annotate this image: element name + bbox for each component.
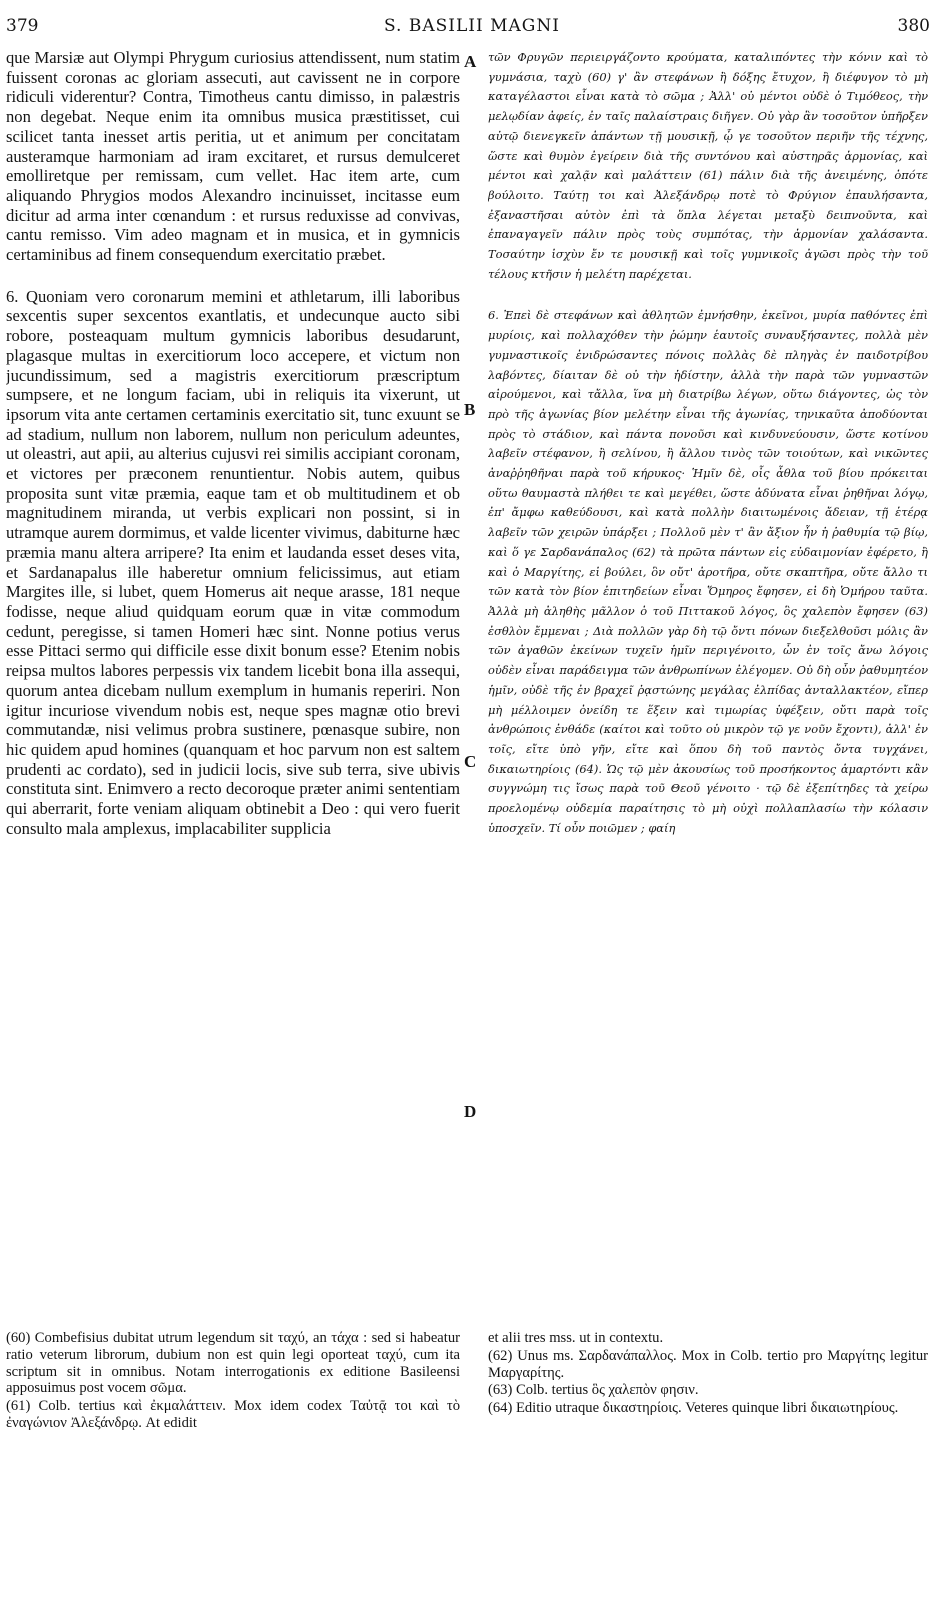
greek-paragraph-1: τῶν Φρυγῶν περιειργάζοντο κρούματα, καταλιπόντες τὴν κόνιν καὶ τὸ γυμνάσια, ταχὺ (60) γ' ἂν στεφάνων ἢ δόξης ἔτυχον, ἢ διέφυγον τὸ μὴ καταγέλαστοι εἶναι κατὰ τὸ σῶμα ; Ἀλλ' οὐ μέντοι οὐδὲ ὁ Τιμόθεος, τὴν μελῳδίαν ἀφείς, ἐν ταῖς παλαίστραις διῆγεν. Οὐ γὰρ ἂν τοσοῦτον ὑπῆρξεν αὐτῷ διενεγκεῖν ἁπάντων τῇ μουσικῇ, ᾧ γε τοσοῦτον περιῆν τῆς τέχνης, ὥστε καὶ θυμὸν ἐγείρειν διὰ τῆς συντόνου καὶ αὐστηρᾶς ἁρμονίας, καὶ μέντοι καὶ χαλᾷν καὶ μαλάττειν (61) πάλιν διὰ τῆς ἀνειμένης, ὁπότε βούλοιτο. Ταύτῃ τοι καὶ Ἀλεξάνδρῳ ποτὲ τὸ Φρύγιον ἐπαυλήσαντα, ἐξαναστῆσαι αὐτὸν ἐπὶ τὰ ὅπλα λέγεται μεταξὺ δειπνοῦντα, καὶ ἐπαναγαγεῖν πάλιν πρὸς τοὺς συμπότας, τὴν ἁρμονίαν χαλάσαντα. Τοσαύτην ἰσχὺν ἔν τε μουσικῇ καὶ τοῖς γυμνικοῖς ἀγῶσι πρὸς τὴν τοῦ τέλους κτῆσιν ἡ μελέτη παρέχεται. [488, 50, 928, 281]
footnote-62: (62) Unus ms. Σαρδανάπαλλος. Mox in Colb. tertio pro Μαργίτης legitur Μαργαρίτης. [488, 1347, 928, 1381]
latin-paragraph-1: que Marsiæ aut Olympi Phrygum curiosius attendissent, num statim fuissent coronas ac gloriam assecuti, aut cavissent ne in corpore ridiculi viderentur? Contra, Timotheus cantu dimisso, in palæstris non degebat. Neque enim ita omnibus musica præstitisset, cui scilicet tanta inesset artis peritia, ut et animum per concitatam austeramque harmoniam ad iram excitaret, et rursus demulceret emolliretque per remissam, cum vellet. Hac item arte, cum aliquando Phrygios modos Alexandro incinuisset, incitasse eum dicitur ad arma inter cœnandum : et rursus reduxisse ad convivas, cantu remisso. Vim adeo magnam et in musica, et in gymnicis certaminibus ad finem consequendum exercitatio præbet. [6, 48, 460, 265]
page-number-left: 379 [6, 16, 39, 36]
margin-letter-a: A [464, 52, 477, 71]
footnotes-right [488, 1330, 928, 1418]
footnote-61-continued: et alii tres mss. ut in contextu. [488, 1330, 664, 1346]
running-title: S. BASILII MAGNI [384, 16, 560, 36]
footnote-64: (64) Editio utraque δικαστηρίοις. Veteres quinque libri δικαιωτηρίους. [488, 1400, 899, 1417]
margin-letter-c: C [464, 752, 477, 771]
greek-column [488, 48, 928, 1310]
footnote-60: (60) Combefisius dubitat utrum legendum sit ταχύ, an τάχα : sed si habeatur ratio veterum librorum, dubium non est quin legi oporteat ταχύ, cum ita scriptum sit in omnibus. Notam interrogationis ex editione Basileensi apposuimus post vocem σῶμα. [6, 1330, 460, 1397]
margin-letter-b: B [464, 400, 476, 419]
latin-paragraph-2: 6. Quoniam vero coronarum memini et athletarum, illi laboribus sexcentis super sexcentos exantlatis, et undecunque aucto sibi robore, posteaquam multum gymnicis laboribus desudarunt, plagasque multas in exercitiorum loco accepere, et victum non jucundissimum, sed a magistris exercitiorum præscriptum sumpsere, et ne longum faciam, ubi in reliquis ita vixerunt, ut ipsorum vita ante certamen certaminis exercitatio sit, tunc exuunt se ad stadium, nullum non laborem, nullum non periculum adeuntes, ut oleastri, aut apii, au alterius cujusvi rei similis accipiant coronam, et victores per præconem renuntientur. Nobis autem, quibus proposita sunt vitæ præmia, eaque tam et ob multitudinem et ob magnitudinem miranda, ut verbis explicari non possint, si in utramque aurem dormimus, et valde licenter vivimus, dabiturne hæc præmia manu altera arripere? Ita enim et laudanda esset deses vita, et Sardanapalus ille haberetur omnium felicissimus, aut etiam Margites ille, si lubet, quem Homerus ait neque arasse, 181 neque fodisse, neque aliud quidquam eorum quæ in vitæ commodum cedunt, peregisse, si tamen Homeri hæc sint. Nonne potius verus esse Pittaci sermo qui difficile esse dixit bonum esse? Etenim nobis reipsa multos labores perpessis vix tandem licebit bona illa assequi, quorum antea dicebam nullum exemplum in humanis reperiri. Non igitur incuriose vivendum nobis est, neque spes magnæ otio brevi commutandæ, nisi velimus probra sustinere, pœnasque subire, non hic quidem apud homines (quanquam et hoc parvum non est saltem prudenti ac cordato), sed in judicii locis, sive sub terra, sive ubivis constituta sint. Enimvero a recto decoroque præter animi sententiam qui aberrarit, forte veniam aliquam obtinebit a Deo : qui vero fuerit consulto mala amplexus, implacabiliter supplicia [6, 286, 460, 838]
footnote-63: (63) Colb. tertius ὃς χαλεπὸν φησιν. [488, 1382, 699, 1399]
footnotes-left [6, 1330, 460, 1433]
greek-paragraph-2: 6. Ἐπεὶ δὲ στεφάνων καὶ ἀθλητῶν ἐμνήσθην, ἐκεῖνοι, μυρία παθόντες ἐπὶ μυρίοις, καὶ πολλαχόθεν τὴν ῥώμην ἑαυτοῖς συναυξήσαντες, πολλὰ μὲν γυμναστικοῖς ἐνιδρώσαντες πόνοις πολλὰς δὲ πληγὰς ἐν παιδοτρίβου λαβόντες, δίαιταν δὲ οὐ τὴν ἡδίστην, ἀλλὰ τὴν παρὰ τῶν γυμναστῶν αἱρούμενοι, καὶ τἄλλα, ἵνα μὴ διατρίβω λέγων, οὕτω διάγοντες, ὡς τὸν πρὸ τῆς ἀγωνίας βίον μελέτην εἶναι τῆς ἀγωνίας, τηνικαῦτα ἀποδύονται πρὸς τὸ στάδιον, καὶ πάντα πονοῦσι καὶ κινδυνεύουσιν, ὥστε κοτίνου λαβεῖν στέφανον, ἢ σελίνου, ἢ ἄλλου τινὸς τῶν τοιούτων, καὶ νικῶντες ἀναῤῥηθῆναι παρὰ τοῦ κήρυκος· Ἡμῖν δὲ, οἷς ἆθλα τοῦ βίου πρόκειται οὕτω θαυμαστὰ πλήθει τε καὶ μεγέθει, ὥστε ἀδύνατα εἶναι ῥηθῆναι λόγῳ, ἐπ' ἄμφω καθεύδουσι, καὶ κατὰ πολλὴν διαιτωμένοις ἄδειαν, τῇ ἑτέρᾳ λαβεῖν τῶν χειρῶν ὑπάρξει ; Πολλοῦ μὲν τ' ἂν ἄξιον ἦν ἡ ῥαθυμία τῷ βίῳ, καὶ ὅ γε Σαρδανάπαλος (62) τὰ πρῶτα πάντων εἰς εὐδαιμονίαν ἐφέρετο, ἢ καὶ ὁ Μαργίτης, εἰ βούλει, ὃν οὔτ' ἀροτῆρα, οὔτε σκαπτῆρα, οὔτε ἄλλο τι τῶν κατὰ τὸν βίον ἐπιτηδείων εἶναι Ὅμηρος ἔφησεν, εἰ δὴ Ὁμήρου ταῦτα. Ἀλλὰ μὴ ἀληθὴς μᾶλλον ὁ τοῦ Πιττακοῦ λόγος, ὃς χαλεπὸν ἔφησεν (63) ἐσθλὸν ἔμμεναι ; Διὰ πολλῶν γὰρ δὴ τῷ ὄντι πόνων διεξελθοῦσι μόλις ἂν τῶν ἀγαθῶν ἐκείνων τυχεῖν ἡμῖν περιγένοιτο, ὧν ἐν τοῖς ἄνω λόγοις οὐδὲν εἶναι παράδειγμα τῶν ἀνθρωπίνων ἐλέγομεν. Οὐ δὴ οὖν ῥαθυμητέον ἡμῖν, οὐδὲ τῆς ἐν βραχεῖ ῥᾳστώνης μεγάλας ἐλπίδας ἀνταλλακτέον, εἴπερ μὴ μέλλοιμεν ὀνείδη τε ἕξειν καὶ τιμωρίας ὑφέξειν, οὔτι παρὰ τοῖς ἀνθρώποις ἐνθάδε (καίτοι καὶ τοῦτο οὐ μικρὸν τῷ γε νοῦν ἔχοντι), ἀλλ' ἐν τοῖς, εἴτε ὑπὸ γῆν, εἴτε καὶ ὅπου δὴ τοῦ παντὸς ὄντα τυγχάνει, δικαιωτηρίοις (64). Ὡς τῷ μὲν ἀκουσίως τοῦ προσήκοντος ἁμαρτόντι κἂν συγγνώμη τις ἴσως παρὰ τοῦ Θεοῦ γένοιτο · τῷ δὲ ἐξεπίτηδες τὰ χείρω προελομένῳ οὐδεμία παραίτησις τὸ μὴ οὐχὶ πολλαπλασίω τὴν κόλασιν ὑποσχεῖν. Τί οὖν ποιῶμεν ; φαίη [488, 308, 928, 835]
page-number-right: 380 [897, 16, 930, 36]
latin-column [6, 48, 460, 1310]
footnote-61: (61) Colb. tertius καὶ ἐκμαλάττειν. Mox idem codex Ταὐτᾷ τοι καὶ τὸ ἐναγώνιον Ἀλεξάνδρῳ. At edidit [6, 1398, 460, 1431]
margin-letter-d: D [464, 1102, 477, 1121]
